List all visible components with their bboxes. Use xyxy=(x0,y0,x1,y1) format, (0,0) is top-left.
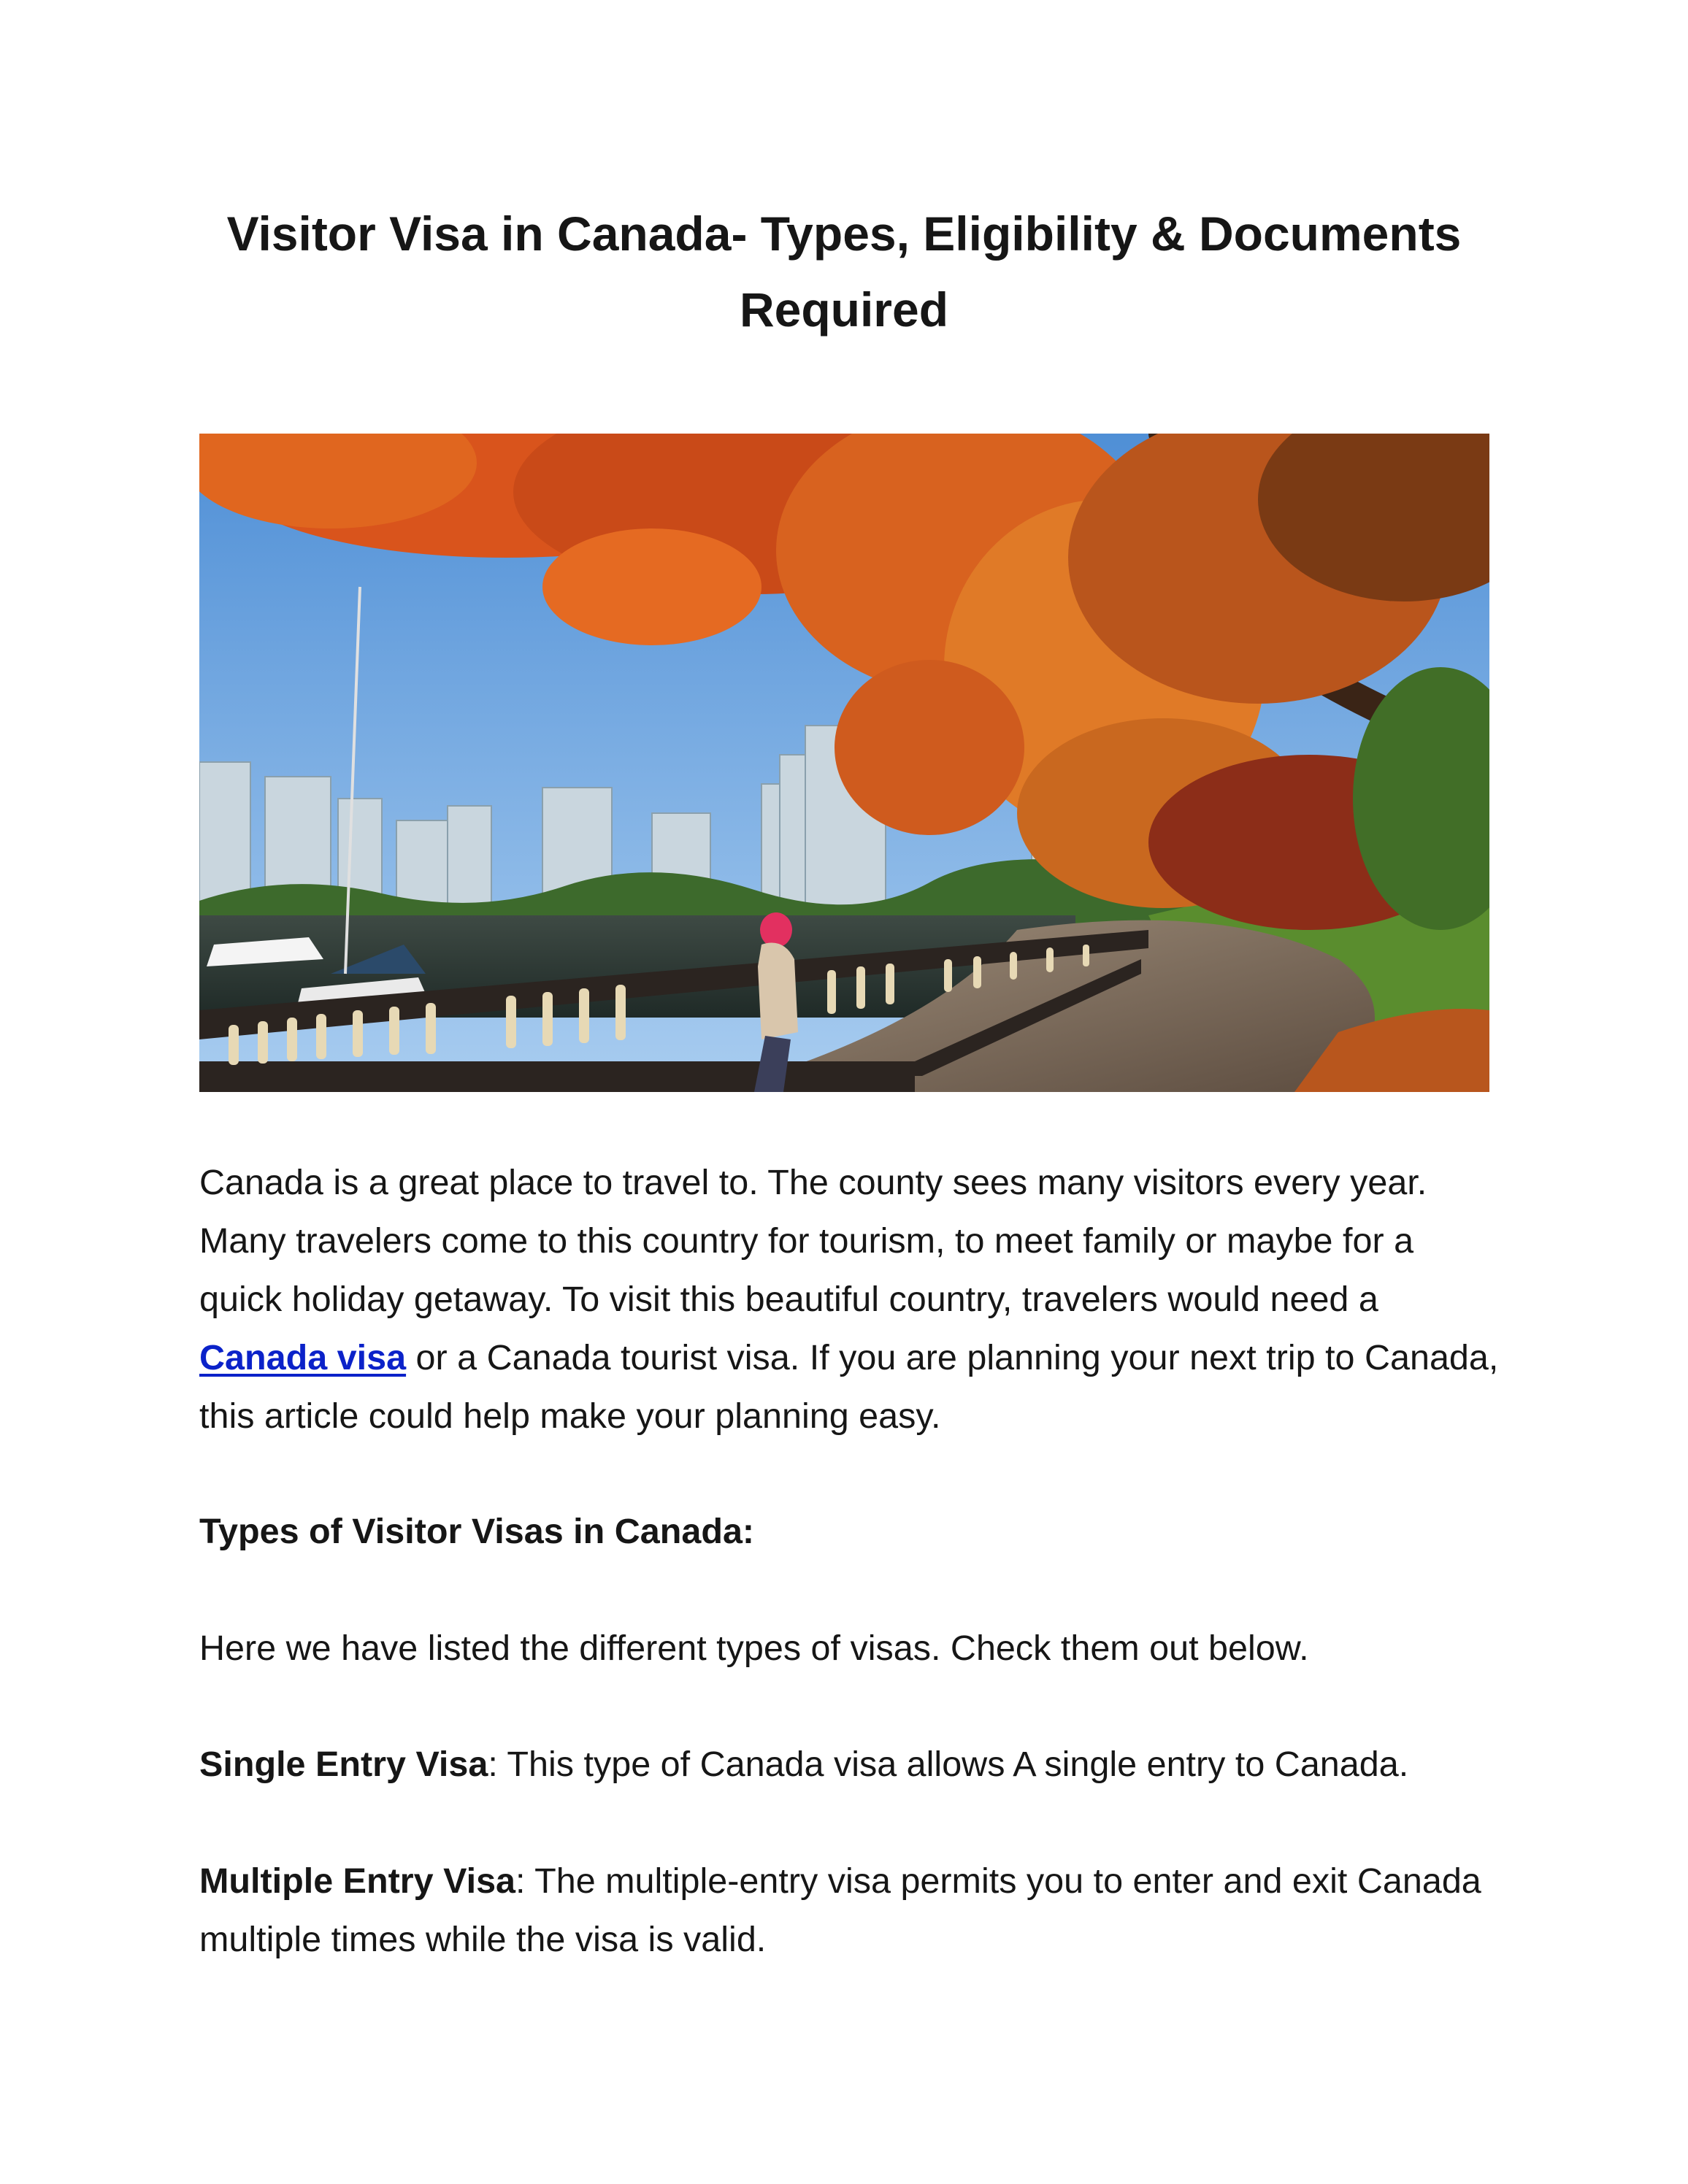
canada-visa-link[interactable]: Canada visa xyxy=(199,1338,407,1377)
hero-image xyxy=(199,434,1489,1092)
page-title xyxy=(146,196,1542,347)
multiple-entry-description: : The multiple-entry visa permits you to enter and exit Canada multiple times while the visa is valid. xyxy=(199,1861,1481,1959)
section-heading: Types of Visitor Visas in Canada: xyxy=(199,1512,755,1551)
single-entry-item xyxy=(199,1735,1499,1793)
multiple-entry-item xyxy=(199,1852,1499,1969)
title-line-2: Required xyxy=(739,282,949,337)
intro-text-end: or a Canada tourist visa. If you are planning your next trip to Canada, this article could help make your planning easy. xyxy=(199,1338,1499,1436)
list-intro: Here we have listed the different types of visas. Check them out below. xyxy=(199,1629,1309,1668)
single-entry-description: : This type of Canada visa allows A single entry to Canada. xyxy=(488,1745,1409,1784)
title-line-1: Visitor Visa in Canada- Types, Eligibility & Documents xyxy=(226,207,1462,261)
intro-text-start: Canada is a great place to travel to. The county sees many visitors every year. Many travelers come to this country for tourism, to meet family or maybe for a quick holiday getaway. To visit this beautiful country, travelers would need a xyxy=(199,1163,1427,1319)
single-entry-term: Single Entry Visa xyxy=(199,1745,488,1784)
multiple-entry-term: Multiple Entry Visa xyxy=(199,1861,516,1901)
intro-paragraph xyxy=(199,1153,1499,1445)
